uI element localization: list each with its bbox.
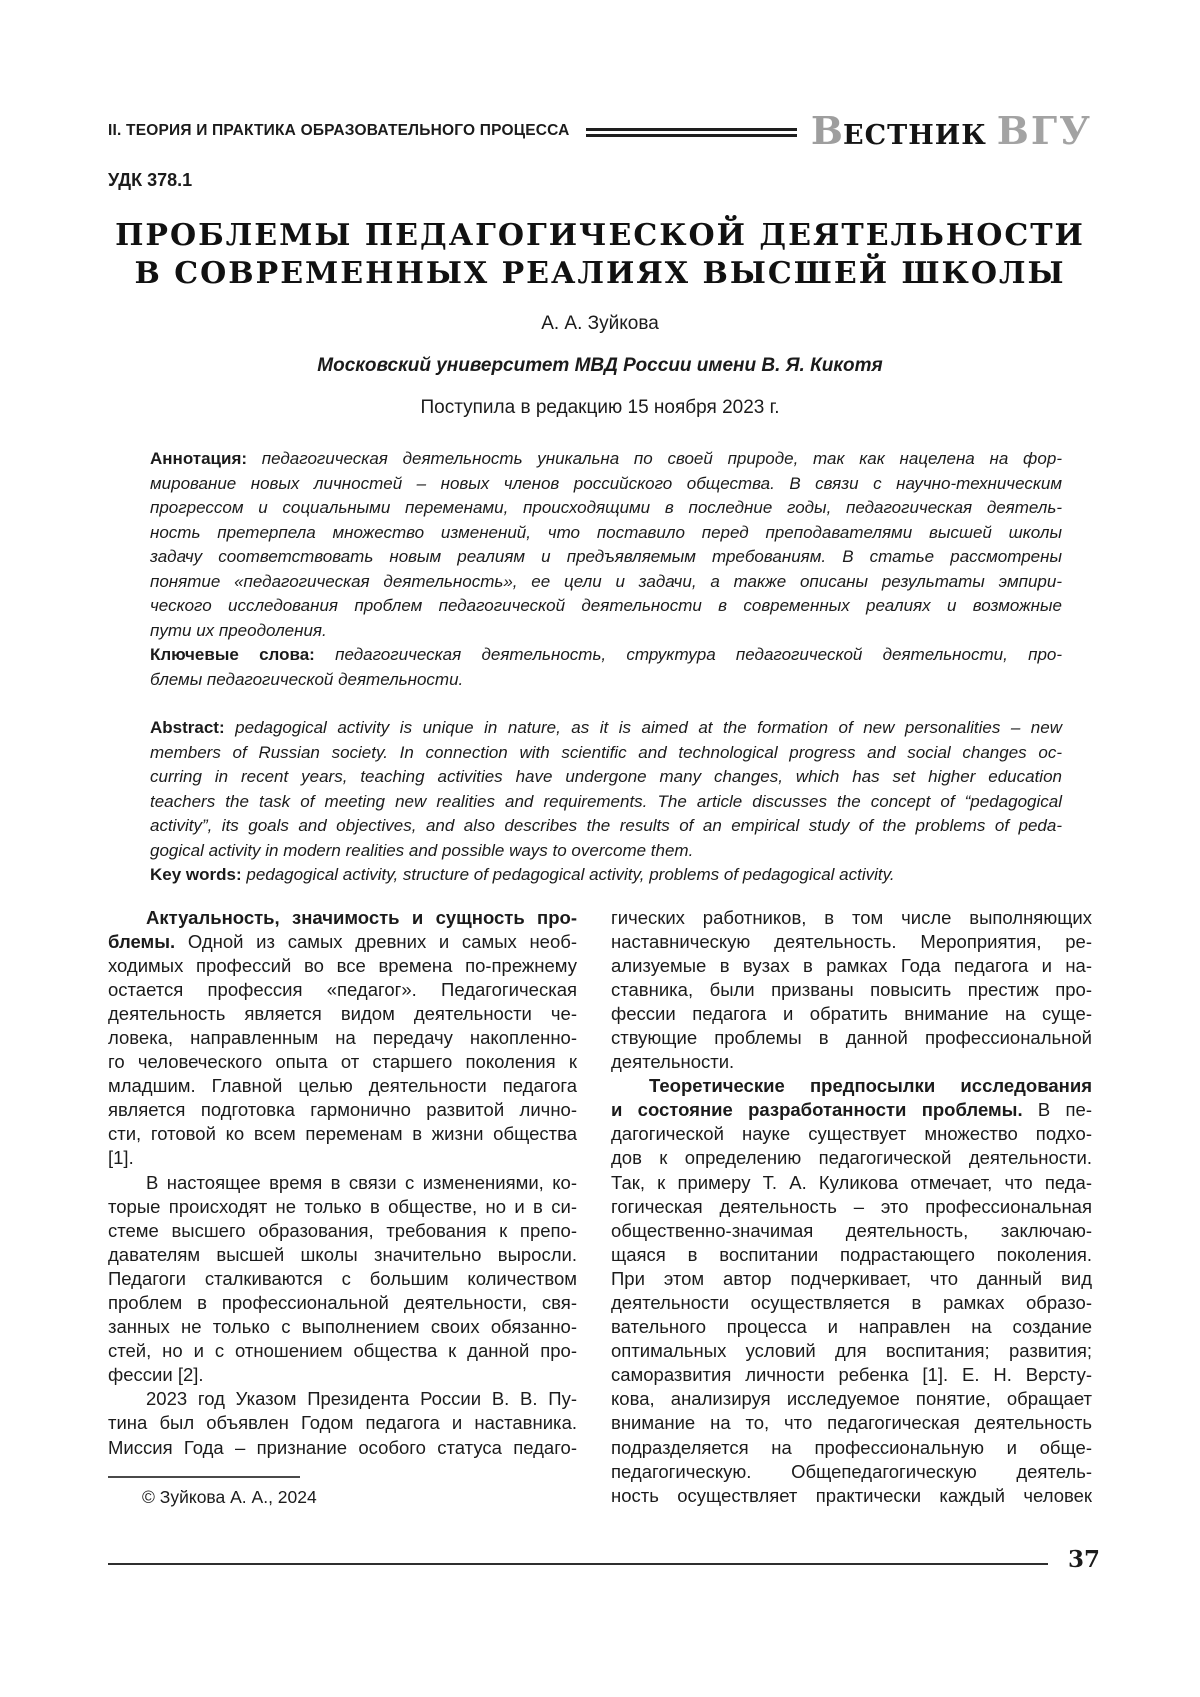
text-line: 2023 год Указом Президента России В. В. Пу- xyxy=(146,1388,577,1410)
page-header xyxy=(108,108,1092,153)
abstract-block xyxy=(108,716,1092,888)
text-line: го человеческого опыта от старшего поколения к xyxy=(108,1051,577,1073)
text-line: проблем в профессиональной деятельности, свя- xyxy=(108,1292,577,1313)
text-line: задачу соответствовать новым реалиям и предъявляемым требованиям. В статье рассмотрены xyxy=(150,547,1062,566)
text-line: ставника, были призваны повысить престиж про- xyxy=(611,978,1092,1000)
page-footer xyxy=(108,1548,1100,1571)
text-line: прогрессом и социальными переменами, происходящими в последние годы, педагогическая деятель- xyxy=(150,498,1062,517)
text-line: ствующие проблемы в данной профессиональной xyxy=(611,1026,1092,1048)
body-left-column xyxy=(108,906,577,1509)
copyright-footnote xyxy=(108,1476,577,1509)
text-line: teachers the task of meeting new realities and requirements. The article discusses the concept of “pedagogical xyxy=(150,791,1062,811)
text-line: блемы педагогической деятельности. xyxy=(150,669,464,689)
text-line: деятельности. xyxy=(611,1051,735,1073)
text-line: Педагоги сталкиваются с большим количеством xyxy=(108,1267,577,1289)
body-columns xyxy=(108,906,1092,1509)
received-date: Поступила в редакцию 15 ноября 2023 г. xyxy=(420,397,780,418)
journal-logo-name: ЕСТНИК xyxy=(843,120,987,151)
text-line: Abstract: pedagogical activity is unique in nature, as it is aimed at the formation of new personalities – new xyxy=(150,718,1062,737)
author-name: А. А. Зуйкова xyxy=(541,313,659,334)
left-column-text xyxy=(108,906,577,1460)
right-column-text xyxy=(611,906,1092,1508)
text-line: ализуемые в вузах в рамках Года педагога и на- xyxy=(611,954,1092,976)
text-line: вательного процесса и направлен на создание xyxy=(611,1316,1092,1338)
text-line: стей, но и с отношением общества к данной про- xyxy=(108,1340,577,1362)
journal-logo-abbr: ВГУ xyxy=(996,108,1092,153)
text-line: общественно-значимая деятельность, заключаю- xyxy=(611,1219,1092,1241)
text-line: фессии [2]. xyxy=(108,1364,204,1386)
text-line: gogical activity in modern realities and possible ways to overcome them. xyxy=(150,840,694,860)
text-line: младшим. Главной целью деятельности педагога xyxy=(108,1075,577,1097)
article-title-line2: В СОВРЕМЕННЫХ РЕАЛИЯХ ВЫСШЕЙ ШКОЛЫ xyxy=(134,256,1066,291)
text-line: стеме высшего образования, требования к препо- xyxy=(108,1219,577,1241)
text-line: гических работников, в том числе выполняющих xyxy=(611,906,1092,928)
text-line: подразделяется на профессиональную и обще- xyxy=(611,1436,1092,1458)
text-line: Key words: pedagogical activity, structure of pedagogical activity, problems of pedagogical activity. xyxy=(150,865,895,884)
page-content xyxy=(108,108,1092,1509)
text-line: остается профессия «педагог». Педагогическая xyxy=(108,978,577,1000)
text-line: саморазвития личности ребенка [1]. Е. Н. Версту- xyxy=(611,1364,1092,1386)
text-line: гогическая деятельность – это профессиональная xyxy=(611,1195,1092,1217)
text-line: оптимальных условий для воспитания; развития; xyxy=(611,1340,1092,1362)
text-line: дагогической науке существует множество подхо- xyxy=(611,1123,1092,1145)
text-line: торые происходят не только в обществе, но и в си- xyxy=(108,1195,577,1217)
text-line: Теоретические предпосылки исследования xyxy=(649,1075,1092,1097)
text-line: ческого исследования проблем педагогической деятельности в современных реалиях и возможные xyxy=(150,596,1062,615)
text-line: Ключевые слова: педагогическая деятельность, структура педагогической деятельности, про- xyxy=(150,645,1063,664)
section-heading: II. ТЕОРИЯ И ПРАКТИКА ОБРАЗОВАТЕЛЬНОГО ПРОЦЕССА xyxy=(108,122,570,139)
text-line: При этом автор подчеркивает, что данный вид xyxy=(611,1267,1092,1289)
header-double-rule xyxy=(586,128,797,137)
text-line: понятие «педагогическая деятельность», ее цели и задачи, а также описаны результаты эмпири- xyxy=(150,571,1062,591)
text-line: деятельности осуществляется в рамках образо- xyxy=(611,1292,1092,1313)
text-line: блемы. Одной из самых древних и самых необ- xyxy=(108,930,577,952)
text-line: наставническую деятельность. Мероприятия, ре- xyxy=(611,930,1092,952)
journal-logo-initial: В xyxy=(810,108,844,153)
text-line: Аннотация: педагогическая деятельность уникальна по своей природе, так как нацелена на фор- xyxy=(150,449,1062,468)
text-line: сти, готовой ко всем переменам в жизни общества xyxy=(108,1123,577,1145)
text-line: деятельность является видом деятельности че- xyxy=(108,1002,577,1024)
text-line: members of Russian society. In connection with scientific and technological progress and social changes oc- xyxy=(150,742,1062,762)
text-line: ность осуществляет практически каждый человек xyxy=(611,1484,1092,1506)
footnote-rule xyxy=(108,1476,300,1478)
text-line: Так, к примеру Т. А. Куликова отмечает, что педа- xyxy=(611,1171,1092,1193)
journal-logo xyxy=(810,108,1092,153)
footer-rule xyxy=(108,1563,1048,1565)
affiliation: Московский университет МВД России имени В. Я. Кикотя xyxy=(317,355,883,376)
text-line: является подготовка гармонично развитой лично- xyxy=(108,1099,577,1121)
text-line: ность претерпела множество изменений, что поставило перед преподавателями высшей школы xyxy=(150,522,1062,542)
article-title xyxy=(108,217,1092,293)
text-line: фессии педагога и обратить внимание на суще- xyxy=(611,1002,1092,1024)
copyright-text: © Зуйкова А. А., 2024 xyxy=(142,1486,317,1507)
annotation-block xyxy=(108,447,1092,692)
text-line: занных не только с выполнением своих обязанно- xyxy=(108,1316,577,1338)
text-line: ходимых профессий во все времена по-прежнему xyxy=(108,954,577,976)
text-line: activity”, its goals and objectives, and also describes the results of an empirical study of the problems of peda- xyxy=(150,816,1062,835)
text-line: внимание на то, что педагогическая деятельность xyxy=(611,1412,1092,1434)
udk-code: УДК 378.1 xyxy=(108,170,193,190)
text-line: и состояние разработанности проблемы. В пе- xyxy=(611,1099,1092,1121)
text-line: пути их преодоления. xyxy=(150,620,327,640)
body-right-column xyxy=(611,906,1092,1509)
text-line: мирование новых личностей – новых членов российского общества. В связи с научно-техническим xyxy=(150,473,1062,493)
text-line: ловека, направленным на передачу накопленно- xyxy=(108,1026,577,1048)
text-line: Актуальность, значимость и сущность про- xyxy=(146,906,577,928)
text-line: дов к определению педагогической деятельности. xyxy=(611,1147,1092,1169)
text-line: Миссия Года – признание особого статуса педаго- xyxy=(108,1436,577,1458)
page-number: 37 xyxy=(1067,1546,1100,1573)
text-line: щаяся в воспитании подрастающего поколения. xyxy=(611,1243,1092,1265)
text-line: давателям высшей школы значительно выросли. xyxy=(108,1243,577,1265)
text-line: педагогическую. Общепедагогическую деятель- xyxy=(611,1460,1092,1482)
text-line: В настоящее время в связи с изменениями, ко- xyxy=(146,1171,577,1193)
text-line: curring in recent years, teaching activities have undergone many changes, which has set higher education xyxy=(150,767,1062,786)
text-line: тина был объявлен Годом педагога и наставника. xyxy=(108,1412,577,1434)
text-line: кова, анализируя исследуемое понятие, обращает xyxy=(611,1388,1092,1410)
article-title-line1: ПРОБЛЕМЫ ПЕДАГОГИЧЕСКОЙ ДЕЯТЕЛЬНОСТИ xyxy=(115,218,1085,253)
text-line: [1]. xyxy=(108,1147,134,1169)
